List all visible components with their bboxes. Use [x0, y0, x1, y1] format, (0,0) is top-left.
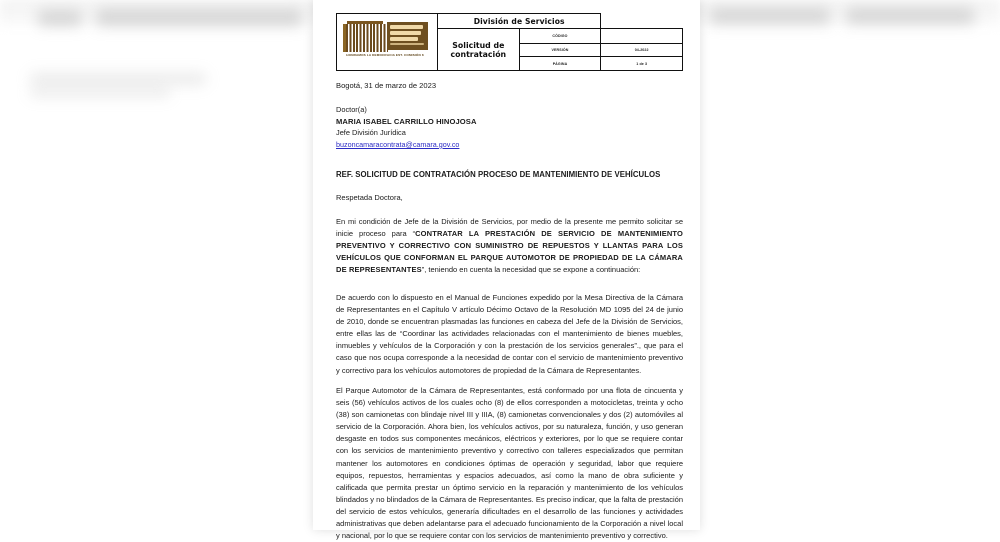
header-meta-value-codigo	[601, 29, 683, 44]
header-meta-value-pagina: 1 de 3	[601, 57, 683, 71]
header-division-title: División de Servicios	[438, 14, 601, 29]
header-logo-cell	[337, 14, 438, 71]
emblem-text-plate	[387, 22, 428, 50]
blurred-background-element	[710, 8, 830, 24]
document-date: Bogotá, 31 de marzo de 2023	[336, 81, 437, 90]
paragraph-request-lead: En mi condición de Jefe de la División de Servicios, por medio de la presente me permito solicitar se inicie proceso para “	[336, 217, 683, 239]
header-meta-label-version: VERSIÓN	[519, 43, 601, 57]
blurred-background-element	[96, 9, 302, 26]
addressee-position: Jefe División Jurídica	[336, 128, 406, 138]
emblem-caption: HONRAMOS LA DEMOCRACIA EST. COMISIÓN 8	[346, 52, 424, 57]
document-header-table	[336, 13, 683, 71]
header-meta-value-version: 04-2022	[601, 43, 683, 57]
blurred-background-element	[846, 8, 974, 24]
paragraph-request	[336, 216, 683, 276]
header-form-title: Solicitud de contratación	[438, 29, 520, 71]
blurred-background-element	[38, 10, 82, 26]
addressee-email-link[interactable]: buzoncamaracontrata@camara.gov.co	[336, 139, 460, 149]
salutation-line: Respetada Doctora,	[336, 193, 403, 202]
emblem-columns-decoration	[343, 24, 388, 52]
paragraph-legal-basis: De acuerdo con lo dispuesto en el Manual de Funciones expedido por la Mesa Directiva de la Cámara de Representantes en el Capítulo V artículo Décimo Octavo de la Resolución MD 1095 del 24 de junio de 2010, donde se encuentran plasmadas las funciones en cabeza del Jefe de la División de Servicios, entre ellas las de “Coordinar las actividades relacionadas con el mantenimiento de bienes muebles, inmuebles y vehículos de la Corporación y con la prestación de los servicios generales”., que para el caso que nos ocupa corresponde a la necesidad de contar con el servicio de mantenimiento preventivo y correctivo para los vehículos automotores de propiedad de la Cámara de Representantes.	[336, 293, 683, 375]
paragraph-fleet-justification: El Parque Automotor de la Cámara de Representantes, está conformado por una flota de cincuenta y seis (56) vehículos activos de los cuales ocho (8) de ellos corresponden a motocicletas, treinta y ocho (38) son camionetas con blindaje nivel III y IIIA, (8) camionetas convencionales y dos (2) automóviles al servicio de la Corporación. Ahora bien, los vehículos activos, por su naturaleza, función, y uso generan desgaste en todos sus componentes mecánicos, eléctricos y exteriores, por lo que se requiere contar con los servicios de mantenimiento preventivo y correctivo con talleres especializados que permitan mantener los automotores en condiciones óptimas de operación y seguridad, labor que requiere equipos, repuestos, herramientas y espacios adecuados, así como la mano de obra suficiente y calificada que permita prestar un óptimo servicio en la reparación y mantenimiento de los vehículos blindados y no blindados de la Cámara de Representantes. Es preciso indicar, que la falta de prestación del servicio de estos vehículos, generaría dificultades en el desarrollo de las funciones y actividades administrativas que deben adelantarse para el adecuado funcionamiento de la Corporación a nivel local y nacional, por lo que se requiere contar con los servicios de mantenimiento preventivo y correctivo.	[336, 386, 683, 541]
blurred-background-element	[30, 73, 206, 85]
addressee-block	[336, 104, 683, 150]
contract-object-text: CONTRATAR LA PRESTACIÓN DE SERVICIO DE MANTENIMIENTO PREVENTIVO Y CORRECTIVO CON SUMINISTRO DE REPUESTOS Y LLANTAS PARA LOS VEHÍCULOS QUE CONFORMAN EL PARQUE AUTOMOTOR DE PROPIEDAD DE LA CÁMARA DE REPRESENTANTES	[336, 229, 683, 275]
congress-emblem-icon	[339, 19, 431, 66]
header-meta-label-codigo: CÓDIGO	[519, 29, 601, 44]
reference-line: REF. SOLICITUD DE CONTRATACIÓN PROCESO DE MANTENIMIENTO DE VEHÍCULOS	[336, 170, 661, 179]
header-meta-label-pagina: PÁGINA	[519, 57, 601, 71]
addressee-name: MARIA ISABEL CARRILLO HINOJOSA	[336, 116, 477, 126]
blurred-background-element	[30, 88, 170, 97]
addressee-prefix: Doctor(a)	[336, 105, 367, 114]
document-page	[313, 0, 700, 541]
paragraph-request-tail: ”, teniendo en cuenta la necesidad que se expone a continuación:	[421, 265, 641, 275]
